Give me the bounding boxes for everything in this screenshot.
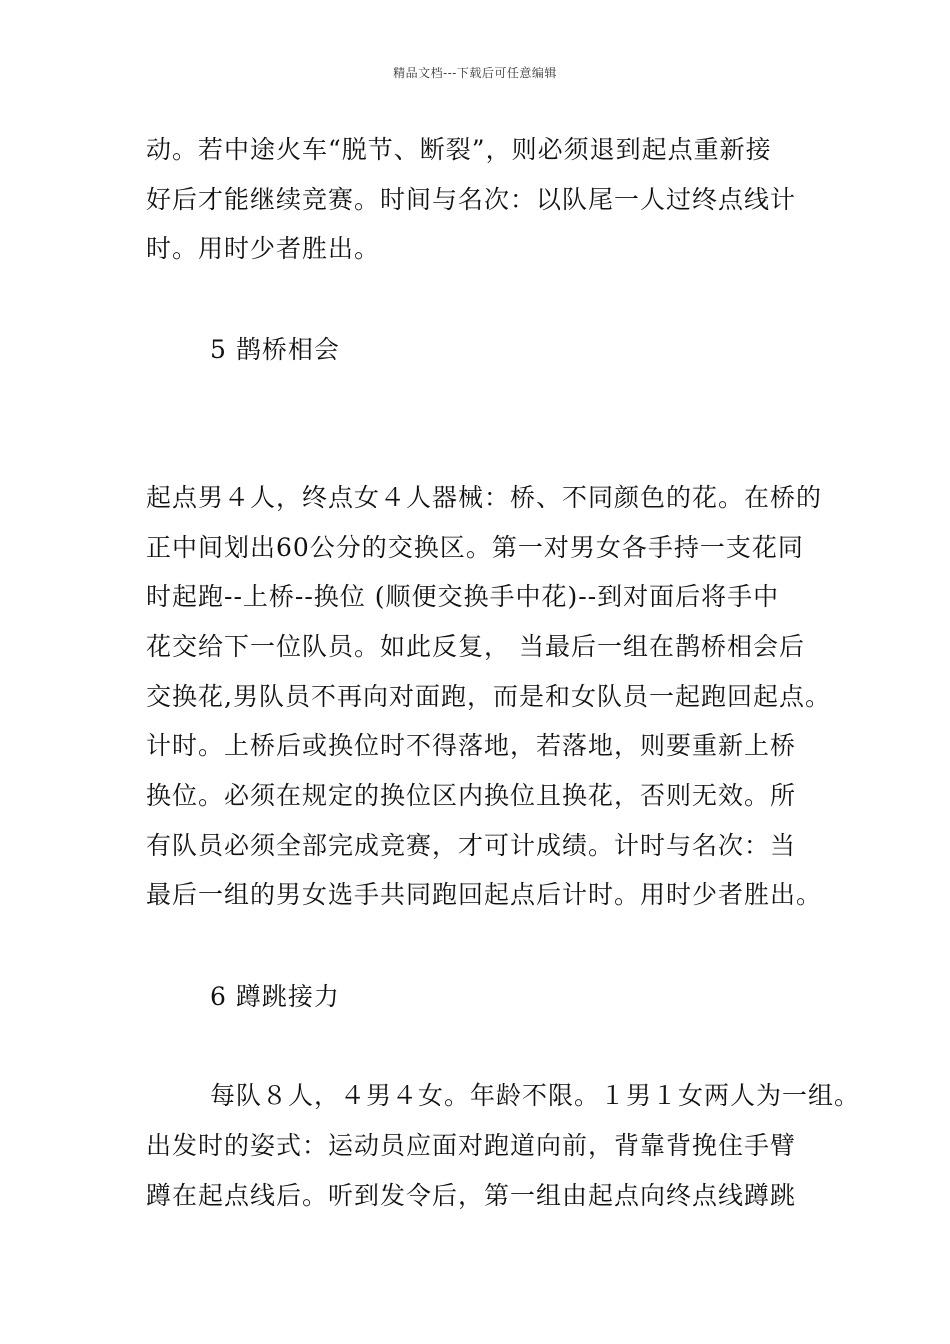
paragraph-line: 每队８人，４男４女。年龄不限。１男１女两人为一组。 — [210, 1081, 861, 1110]
paragraph-line: 花交给下一位队员。如此反复， 当最后一组在鹊桥相会后 — [146, 632, 805, 661]
paragraph-line: 时起跑--上桥--换位 (顺便交换手中花)--到对面后将手中 — [146, 582, 780, 611]
paragraph-line: 出发时的姿式：运动员应面对跑道向前，背靠背挽住手臂 — [146, 1131, 797, 1160]
paragraph-line: 计时。上桥后或换位时不得落地，若落地，则要重新上桥 — [146, 731, 797, 760]
section-heading: 6 蹲跳接力 — [210, 982, 340, 1011]
paragraph-line: 有队员必须全部完成竞赛，才可计成绩。计时与名次：当 — [146, 831, 797, 860]
page-header: 精品文档---下载后可任意编辑 — [393, 66, 557, 80]
paragraph-line: 时。用时少者胜出。 — [146, 234, 381, 263]
paragraph-line: 起点男４人，终点女４人器械：桥、不同颜色的花。在桥的 — [146, 483, 823, 512]
section-heading: 5 鹊桥相会 — [210, 335, 340, 364]
paragraph-line: 正中间划出60公分的交换区。第一对男女各手持一支花同 — [146, 533, 804, 562]
paragraph-line: 最后一组的男女选手共同跑回起点后计时。用时少者胜出。 — [146, 880, 823, 909]
paragraph-line: 动。若中途火车“脱节、断裂”，则必须退到起点重新接 — [146, 135, 772, 164]
paragraph-line: 交换花,男队员不再向对面跑，而是和女队员一起跑回起点。 — [146, 682, 831, 711]
paragraph-line: 蹲在起点线后。听到发令后，第一组由起点向终点线蹲跳 — [146, 1181, 797, 1210]
paragraph-line: 换位。必须在规定的换位区内换位且换花，否则无效。所 — [146, 781, 797, 810]
paragraph-line: 好后才能继续竞赛。时间与名次：以队尾一人过终点线计 — [146, 185, 797, 214]
